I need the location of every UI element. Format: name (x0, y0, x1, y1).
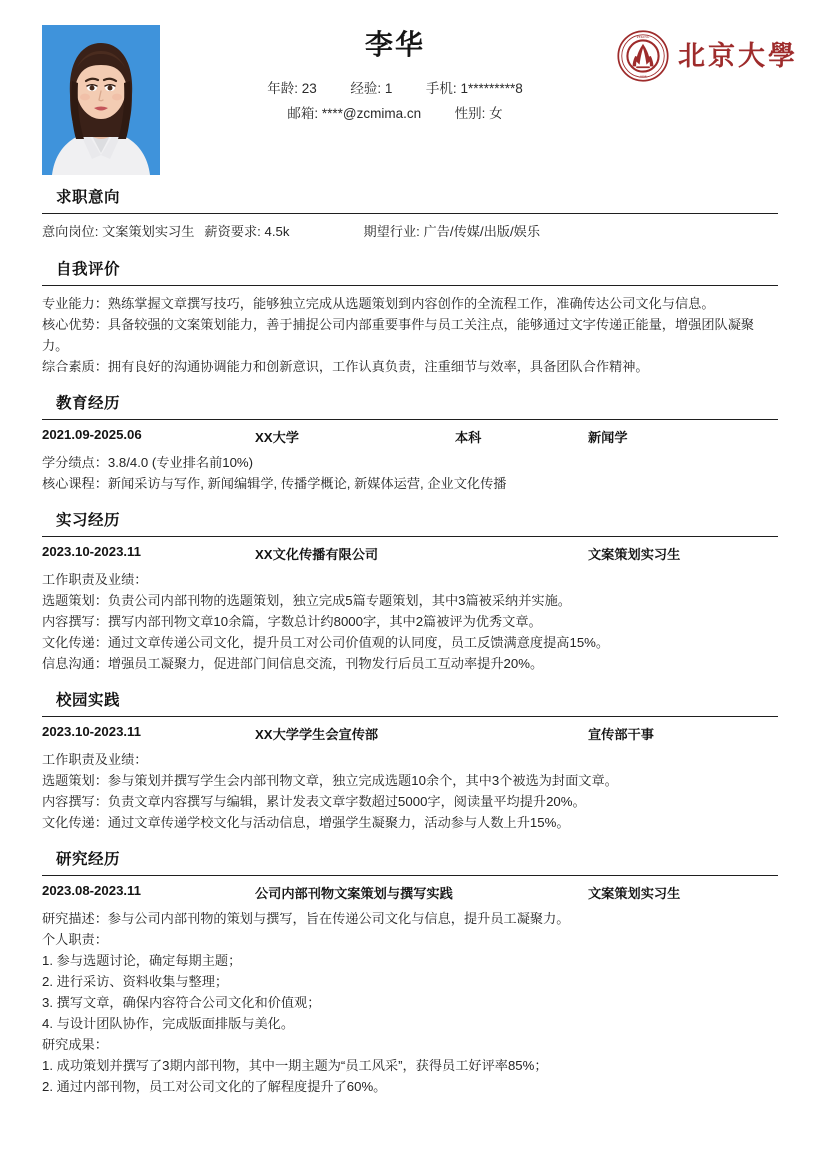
section-title-self-evaluation: 自我评价 (56, 261, 121, 278)
research-line: 1. 成功策划并撰写了3期内部刊物，其中一期主题为“员工风采”，获得员工好评率85%； (42, 1058, 548, 1073)
section-job-intent (0, 185, 820, 243)
intent-position (42, 221, 194, 243)
research-project: 公司内部刊物文案策划与撰写实践 (255, 886, 453, 901)
section-title-internship: 实习经历 (56, 512, 121, 529)
contact-gender-value: 女 (489, 106, 503, 121)
contact-age-label: 年龄: (267, 81, 298, 96)
research-role: 文案策划实习生 (588, 886, 681, 901)
section-internship (0, 508, 820, 674)
contact-experience-value: 1 (384, 81, 393, 96)
intent-industry-value: 广告/传媒/出版/娱乐 (423, 224, 541, 239)
school-logo (617, 30, 798, 82)
person-name: 李华 (364, 29, 425, 60)
section-education (0, 391, 820, 494)
contact-email-value: ****@zcmima.cn (321, 106, 422, 121)
internship-company: XX文化传播有限公司 (255, 547, 379, 562)
profile-photo (42, 25, 160, 175)
research-line: 2. 进行采访、资料收集与整理； (42, 974, 229, 989)
research-line: 4. 与设计团队协作，完成版面排版与美化。 (42, 1016, 295, 1031)
self-evaluation-line: 综合素质：拥有良好的沟通协调能力和创新意识，工作认真负责，注重细节与效率，具备团队合作精神。 (42, 359, 649, 374)
section-divider (42, 716, 778, 717)
education-degree: 本科 (455, 430, 482, 445)
campus-date: 2023.10-2023.11 (42, 724, 142, 739)
campus-line: 工作职责及业绩： (42, 752, 148, 767)
contact-experience (350, 76, 392, 101)
contact-age-value: 23 (301, 81, 317, 96)
contact-age (267, 76, 317, 101)
section-title-campus-practice: 校园实践 (56, 692, 121, 709)
campus-line: 选题策划：参与策划并撰写学生会内部刊物文章，独立完成选题10余个，其中3个被选为封面文章。 (42, 773, 618, 788)
internship-line: 内容撰写：撰写内部刊物文章10余篇，字数总计约8000字，其中2篇被评为优秀文章。 (42, 614, 542, 629)
internship-date: 2023.10-2023.11 (42, 544, 142, 559)
intent-industry (363, 221, 540, 243)
contact-experience-label: 经验: (350, 81, 382, 96)
intent-position-value: 文案策划实习生 (102, 224, 195, 239)
identity-block (180, 28, 610, 126)
contact-phone (426, 76, 523, 101)
internship-details (42, 569, 778, 674)
contact-row-1 (180, 76, 610, 101)
internship-role: 文案策划实习生 (588, 547, 681, 562)
campus-details (42, 749, 778, 833)
section-divider (42, 285, 778, 286)
research-line: 研究成果： (42, 1037, 108, 1052)
section-campus-practice (0, 688, 820, 833)
intent-salary-label: 薪资要求: (204, 224, 261, 239)
section-divider (42, 213, 778, 214)
research-line: 1. 参与选题讨论，确定每期主题； (42, 953, 242, 968)
education-major: 新闻学 (588, 430, 628, 445)
svg-text:PEKING: PEKING (636, 35, 650, 40)
intent-salary-value: 4.5k (264, 224, 290, 239)
section-title-research: 研究经历 (56, 851, 121, 868)
internship-entry-header (42, 544, 778, 566)
intent-position-label: 意向岗位: (42, 224, 99, 239)
internship-line: 选题策划：负责公司内部刊物的选题策划，独立完成5篇专题策划，其中3篇被采纳并实施。 (42, 593, 571, 608)
research-line: 3. 撰写文章，确保内容符合公司文化和价值观； (42, 995, 321, 1010)
internship-line: 工作职责及业绩： (42, 572, 148, 587)
self-evaluation-line: 专业能力：熟练掌握文章撰写技巧，能够独立完成从选题策划到内容创作的全流程工作，准确传达公司文化与信息。 (42, 296, 715, 311)
section-divider (42, 536, 778, 537)
section-self-evaluation (0, 257, 820, 377)
section-divider (42, 419, 778, 420)
section-research (0, 847, 820, 1097)
research-entry-header (42, 883, 778, 905)
svg-text:1898: 1898 (639, 74, 647, 79)
contact-phone-label: 手机: (425, 81, 457, 96)
campus-organization: XX大学学生会宣传部 (255, 727, 379, 742)
contact-email (287, 101, 421, 126)
intent-industry-label: 期望行业: (363, 224, 420, 239)
section-divider (42, 875, 778, 876)
research-line: 个人职责： (42, 932, 108, 947)
research-line: 研究描述：参与公司内部刊物的策划与撰写，旨在传递公司文化与信息，提升员工凝聚力。 (42, 911, 570, 926)
contact-email-label: 邮箱: (287, 106, 319, 121)
resume-header (0, 0, 820, 185)
research-line: 2. 通过内部刊物，员工对公司文化的了解程度提升了60%。 (42, 1079, 387, 1094)
contact-gender-label: 性别: (454, 106, 486, 121)
internship-line: 信息沟通：增强员工凝聚力，促进部门间信息交流，刊物发行后员工互动率提升20%。 (42, 656, 544, 671)
peking-university-seal-icon (617, 30, 669, 82)
education-details (42, 452, 778, 494)
campus-role: 宣传部干事 (588, 727, 654, 742)
education-date: 2021.09-2025.06 (42, 427, 142, 442)
contact-row-2 (180, 101, 610, 126)
self-evaluation-line: 核心优势：具备较强的文案策划能力，善于捕捉公司内部重要事件与员工关注点，能够通过文字传递正能量，增强团队凝聚力。 (42, 317, 755, 353)
contact-phone-value: 1*********8 (460, 81, 523, 96)
job-intent-row (42, 221, 778, 243)
education-gpa: 学分绩点：3.8/4.0 (专业排名前10%) (42, 455, 254, 470)
research-date: 2023.08-2023.11 (42, 883, 142, 898)
campus-line: 内容撰写：负责文章内容撰写与编辑，累计发表文章字数超过5000字，阅读量平均提升20%。 (42, 794, 586, 809)
intent-salary (204, 221, 289, 243)
research-details (42, 908, 778, 1097)
education-school: XX大学 (255, 430, 299, 445)
campus-entry-header (42, 724, 778, 746)
section-title-job-intent: 求职意向 (56, 189, 121, 206)
section-title-education: 教育经历 (56, 395, 121, 412)
campus-line: 文化传递：通过文章传递学校文化与活动信息，增强学生凝聚力，活动参与人数上升15%。 (42, 815, 570, 830)
contact-gender (455, 101, 503, 126)
education-entry-header (42, 427, 778, 449)
profile-photo-graphic (42, 25, 160, 175)
education-courses: 核心课程：新闻采访与写作, 新闻编辑学, 传播学概论, 新媒体运营, 企业文化传播 (42, 476, 507, 491)
school-logo-text: 北京大學 (678, 40, 798, 71)
internship-line: 文化传递：通过文章传递公司文化，提升员工对公司价值观的认同度，员工反馈满意度提高15%。 (42, 635, 610, 650)
